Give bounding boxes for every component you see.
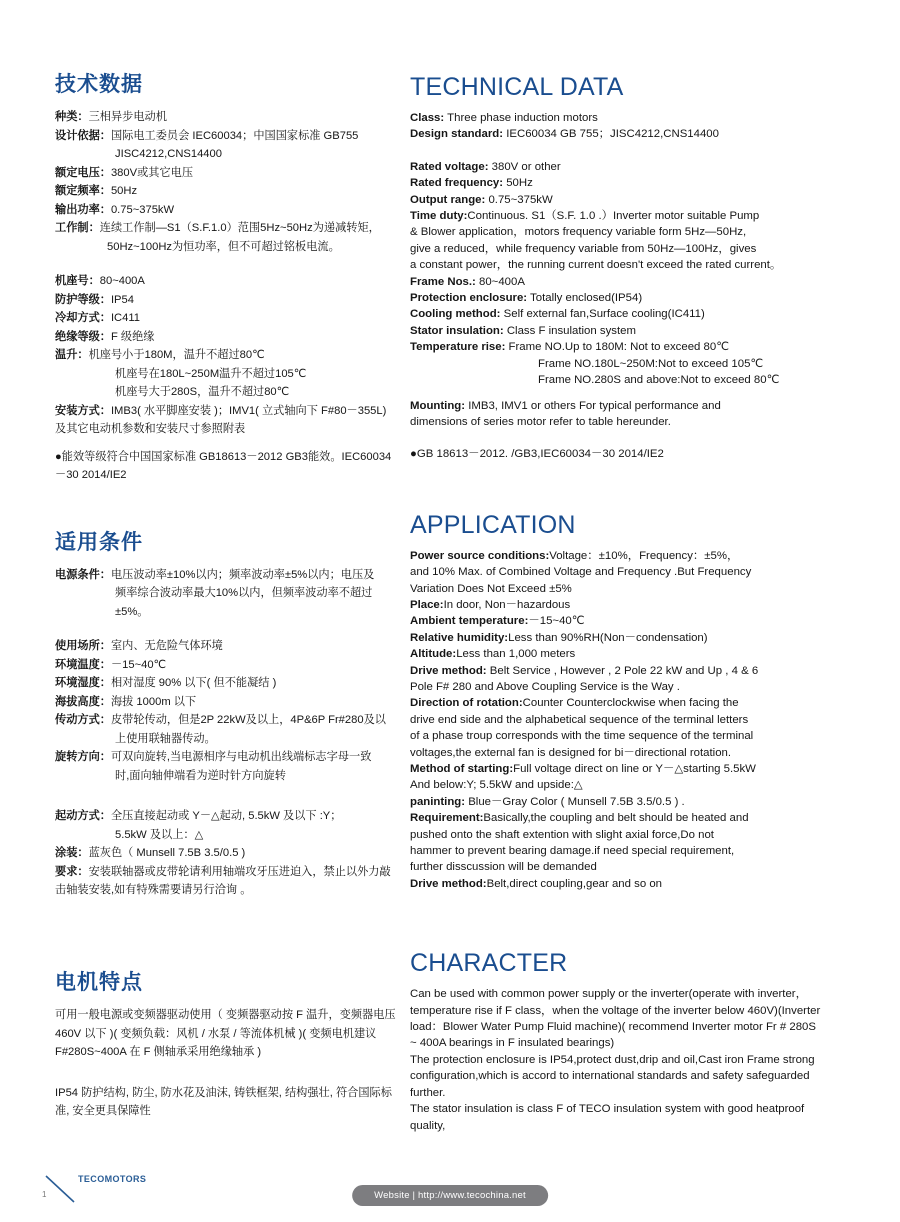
spec-value: Basically,the coupling and belt should be heated and [483, 812, 749, 825]
spec-label: 输出功率： [55, 203, 111, 216]
spec-row [55, 402, 400, 421]
spacer [55, 785, 400, 807]
section-application-en [410, 510, 825, 893]
spec-row [55, 108, 400, 127]
spec-value: 国际电工委员会 IEC60034；中国国家标准 GB755 [110, 129, 359, 142]
spec-value: 0.75~375kW [485, 193, 553, 206]
spec-continuation: 时,面向轴伸端看为逆时针方向旋转 [115, 769, 286, 782]
english-column [410, 72, 865, 1134]
spec-label: Cooling method: [410, 308, 501, 321]
spec-value: Self external fan,Surface cooling(IC411) [500, 308, 705, 321]
spec-label: 环境湿度： [55, 677, 111, 690]
spec-continuation: Frame NO.280S and above:Not to exceed 80℃ [538, 374, 780, 387]
spec-value: IMB3( 水平脚座安装 )；IMV1( 立式轴向下 F#80－355L) [110, 404, 387, 417]
spec-value: 380V或其它电压 [110, 166, 194, 179]
spec-label: 起动方式： [55, 810, 111, 823]
spec-value: Less than 90%RH(Non－condensation) [508, 631, 708, 644]
page-footer [0, 1152, 900, 1222]
spec-note: Pole F# 280 and Above Coupling Service is the Way . [410, 680, 680, 693]
heading-application-cn: 适用条件 [55, 530, 143, 554]
spec-row [410, 110, 825, 126]
spec-note: give a reduced，while frequency variable from 50Hz—100Hz，gives [410, 242, 757, 255]
chinese-column [0, 72, 410, 1134]
character-paragraph: 可用一般电源或变频器驱动使用（ 变频器驱动按 F 温升，变频器电压 460V 以下 )( 变频负载：风机 / 水泵 / 等流体机械 )( 变频电机建议 F#280S~400A 在 F 侧轴承采用绝缘轴承 ) [55, 1009, 396, 1059]
spec-note: voltages,the external fan is designed for bi－directional rotation. [410, 746, 732, 759]
spec-row [55, 863, 400, 882]
spec-label: Ambient temperature: [410, 615, 529, 628]
spec-label: Output range: [410, 193, 486, 206]
spec-note: dimensions of series motor refer to table hereunder. [410, 415, 671, 428]
character-cn-body [55, 1006, 400, 1121]
spec-label: Rated frequency: [410, 177, 504, 190]
spec-value: 电压波动率±10%以内；频率波动率±5%以内；电压及 [110, 568, 375, 581]
spec-value: 50Hz [110, 185, 138, 198]
spec-value: 三相异步电动机 [88, 111, 167, 124]
spec-row [55, 346, 400, 365]
spacer [410, 143, 825, 159]
spec-value: 0.75~375kW [110, 203, 175, 216]
spec-label: paninting: [410, 795, 466, 808]
spec-label: Requirement: [410, 812, 484, 825]
technical-data-en-body [410, 110, 825, 463]
spec-label: 种类： [55, 111, 89, 124]
spec-note: a constant power，the running current doesn't exceed the rated current。 [410, 259, 782, 272]
spec-label: Altitude: [410, 648, 457, 661]
heading-character-cn: 电机特点 [55, 970, 143, 994]
spec-label: Protection enclosure: [410, 292, 528, 305]
spec-row [55, 748, 400, 767]
spec-bullet: ●能效等级符合中国国家标准 GB18613－2012 GB3能效。IEC60034 [55, 450, 392, 463]
spec-value: IC411 [110, 312, 140, 325]
spec-row [410, 597, 825, 613]
spec-row [55, 219, 400, 238]
spec-label: Direction of rotation: [410, 697, 523, 710]
spec-label: Power source conditions: [410, 549, 550, 562]
spec-row [410, 630, 825, 646]
spec-note: & Blower application，motors frequency variable form 5Hz—50Hz, [410, 226, 747, 239]
spec-label: 要求： [55, 865, 89, 878]
character-paragraph: The protection enclosure is IP54,protect dust,drip and oil,Cast iron Frame strong configuration,which is accord to international standards and safety safeguarded further. [410, 1053, 815, 1099]
spec-value: Continuous. S1（S.F. 1.0 .）Inverter motor suitable Pump [467, 210, 760, 223]
spec-row [55, 127, 400, 146]
spec-value: 50Hz [503, 177, 533, 190]
spec-row [55, 637, 400, 656]
spec-row [55, 693, 400, 712]
spec-note: And below:Y; 5.5kW and upside:△ [410, 779, 583, 792]
application-cn-body [55, 566, 400, 900]
spec-value: Full voltage direct on line or Y－△starting 5.5kW [513, 763, 756, 775]
spec-row [55, 328, 400, 347]
spec-value: Three phase induction motors [444, 112, 598, 124]
spec-label: 额定频率： [55, 185, 111, 198]
spacer [55, 256, 400, 272]
spec-note: and 10% Max. of Combined Voltage and Frequency .But Frequency [410, 566, 752, 579]
technical-data-cn-body [55, 108, 400, 485]
spec-label: Relative humidity: [410, 631, 509, 644]
spec-row [55, 164, 400, 183]
spec-row [55, 674, 400, 693]
spec-label: 绝缘等级： [55, 330, 111, 343]
spec-value: IP54 [110, 293, 134, 306]
spec-label: Place: [410, 598, 444, 611]
spec-label: 传动方式： [55, 714, 111, 727]
spec-label: 安装方式： [55, 404, 111, 417]
spec-label: Drive method: [410, 664, 487, 677]
spec-note: Variation Does Not Exceed ±5% [410, 582, 572, 595]
spec-value: 80~400A [475, 275, 525, 288]
spec-row [410, 794, 825, 810]
spec-row [410, 548, 825, 564]
spec-value: 室内、无危险气体环境 [110, 640, 223, 653]
spec-label: Temperature rise: [410, 341, 506, 354]
heading-application-en: APPLICATION [410, 510, 576, 539]
spec-continuation: 机座号大于280S，温升不超过80℃ [115, 386, 290, 399]
spec-label: 防护等级： [55, 293, 111, 306]
spec-value: 全压直接起动或 Y－△起动, 5.5kW 及以下 :Y； [110, 810, 342, 823]
character-en-body [410, 986, 825, 1134]
spec-row [410, 126, 825, 142]
spec-continuation: Frame NO.180L~250M:Not to exceed 105℃ [538, 357, 764, 370]
spec-label: 旋转方向： [55, 751, 111, 764]
spec-row [55, 309, 400, 328]
logo-text: TECOMOTORS [78, 1174, 147, 1184]
spec-label: 冷却方式： [55, 312, 111, 325]
section-technical-data-en [410, 72, 825, 463]
spec-label: 涂装： [55, 847, 89, 860]
spec-value: 机座号小于180M，温升不超过80℃ [88, 349, 265, 362]
spec-value: Frame NO.Up to 180M: Not to exceed 80℃ [505, 341, 730, 354]
section-technical-data-cn [55, 72, 400, 485]
spec-row [410, 613, 825, 629]
spec-note: further disscussion will be demanded [410, 861, 597, 874]
spec-value: IEC60034 GB 755；JISC4212,CNS14400 [503, 128, 719, 141]
spec-value: Voltage：±10%，Frequency：±5%， [549, 549, 739, 562]
section-character-en [410, 948, 825, 1134]
spec-row [55, 272, 400, 291]
spec-label: 额定电压： [55, 166, 111, 179]
spec-value: IMB3, IMV1 or others For typical performance and [465, 399, 721, 412]
spec-row [55, 807, 400, 826]
spec-label: 使用场所： [55, 640, 111, 653]
two-column-layout [0, 72, 900, 1134]
spec-value: 蓝灰色（ Munsell 7.5B 3.5/0.5 ) [88, 847, 246, 860]
spec-value: Blue－Gray Color ( Munsell 7.5B 3.5/0.5 ) . [465, 795, 685, 808]
spec-label: Frame Nos.: [410, 275, 476, 288]
spec-label: Stator insulation: [410, 324, 504, 337]
spacer [55, 439, 400, 448]
character-paragraph: IP54 防护结构, 防尘, 防水花及油沫, 铸铁框架, 结构强壮, 符合国际标准, 安全更具保障性 [55, 1086, 392, 1118]
website-badge[interactable]: Website | http://www.tecochina.net [352, 1185, 548, 1206]
character-paragraph: The stator insulation is class F of TECO insulation system with good heatproof quality, [410, 1103, 805, 1132]
spec-label: 电源条件： [55, 568, 111, 581]
spec-value: 皮带轮传动，但是2P 22kW及以上，4P&6P Fr#280及以 [110, 714, 386, 727]
spec-row [410, 208, 825, 224]
spec-note: 击轴装安装,如有特殊需要请另行洽询 。 [55, 884, 252, 897]
spec-label: Time duty: [410, 210, 468, 223]
spec-value: 相对湿度 90% 以下( 但不能凝结 ) [110, 677, 277, 690]
spec-row [410, 159, 825, 175]
spec-value: －15~40℃ [528, 615, 585, 628]
spec-row [410, 306, 825, 322]
spec-bullet-continuation: －30 2014/IE2 [55, 469, 127, 482]
spec-note: 及其它电动机参数和安装尺寸参照附表 [55, 423, 246, 436]
tecomotors-logo [40, 1170, 170, 1210]
logo-slash-icon [44, 1174, 78, 1204]
spec-note: of a phase troup corresponds with the time sequence of the terminal [410, 730, 754, 743]
spec-value: －15~40℃ [110, 658, 167, 671]
spec-value: Belt Service , However , 2 Pole 22 kW and Up , 4 & 6 [486, 664, 759, 677]
spec-continuation: 5.5kW 及以上：△ [115, 828, 204, 841]
spec-row [410, 810, 825, 826]
spec-row [410, 761, 825, 777]
spec-value: Class F insulation system [503, 324, 636, 337]
spec-value: F 级绝缘 [110, 330, 155, 343]
spec-row [55, 201, 400, 220]
spec-label: 海拔高度： [55, 695, 111, 708]
spec-label: Rated voltage: [410, 160, 489, 173]
spec-row [410, 175, 825, 191]
spacer [55, 621, 400, 637]
spec-label: 环境温度： [55, 658, 111, 671]
spec-row [55, 656, 400, 675]
application-en-body [410, 548, 825, 893]
character-paragraph: Can be used with common power supply or the inverter(operate with inverter，temperature rise if F class，when the voltage of the inverter below 460V)(Inverter load：Blower Water Pump Fluid machine)( recommend Inverter motor Fr # 280S ~ 400A bearings in F insulated bearings) [410, 988, 821, 1050]
section-application-cn [55, 530, 400, 900]
heading-technical-data-en: TECHNICAL DATA [410, 73, 624, 101]
spec-row [55, 844, 400, 863]
spec-row [410, 339, 825, 355]
spec-value: 安装联轴器或皮带轮请利用轴端攻牙压进迫入，禁止以外力敲 [88, 865, 391, 878]
spec-row [55, 711, 400, 730]
spec-note: hammer to prevent bearing damage.if need special requirement, [410, 845, 735, 858]
spec-label: 工作制： [55, 222, 100, 235]
spec-row [410, 290, 825, 306]
spec-row [410, 192, 825, 208]
spec-continuation: JISC4212,CNS14400 [115, 148, 222, 161]
heading-technical-data-cn: 技术数据 [55, 73, 143, 96]
spec-continuation: 频率综合波动率最大10%以内，但频率波动率不超过±5%。 [115, 587, 373, 618]
spec-value: In door, Non－hazardous [443, 598, 571, 611]
spec-value: Counter Counterclockwise when facing the [522, 697, 739, 710]
spec-row [410, 876, 825, 892]
spec-value: 80~400A [99, 275, 145, 288]
spec-continuation: 50Hz~100Hz为恒功率，但不可超过铭板电流。 [107, 240, 340, 253]
spec-value: 连续工作制—S1（S.F.1.0）范围5Hz~50Hz为递减转矩， [99, 222, 380, 235]
spec-note: pushed onto the shaft extention with slight axial force,Do not [410, 828, 714, 841]
spec-label: 温升： [55, 349, 89, 362]
spec-row [55, 566, 400, 585]
spacer [410, 389, 825, 398]
spec-label: Design standard: [410, 128, 504, 141]
spec-row [410, 398, 825, 414]
section-character-cn [55, 970, 400, 1121]
spec-value: Totally enclosed(IP54) [527, 292, 643, 305]
spec-value: 海拔 1000m 以下 [110, 695, 197, 708]
heading-character-en: CHARACTER [410, 949, 568, 978]
spec-row [410, 663, 825, 679]
spec-bullet: ●GB 18613－2012. /GB3,IEC60034－30 2014/IE2 [410, 448, 664, 461]
spec-label: Drive method: [410, 877, 487, 890]
spec-row [410, 274, 825, 290]
spec-value: Belt,direct coupling,gear and so on [486, 877, 662, 890]
spec-row [410, 646, 825, 662]
spec-value: 380V or other [488, 160, 561, 173]
spacer [55, 1062, 400, 1084]
spec-value: Less than 1,000 meters [456, 648, 576, 661]
spec-value: 可双向旋转,当电源相序与电动机出线端标志字母一致 [110, 751, 372, 764]
spec-label: 机座号： [55, 275, 100, 288]
spec-note: drive end side and the alphabetical sequence of the terminal letters [410, 713, 749, 726]
spacer [410, 430, 825, 446]
spec-label: Method of starting: [410, 763, 514, 775]
spec-row [410, 323, 825, 339]
spec-label: Mounting: [410, 399, 466, 412]
spec-continuation: 上使用联轴器传动。 [115, 732, 216, 745]
spec-row [55, 291, 400, 310]
spec-continuation: 机座号在180L~250M温升不超过105℃ [115, 367, 307, 380]
page-number: 1 [42, 1190, 47, 1199]
spec-row [410, 695, 825, 711]
spec-label: 设计依据： [55, 129, 111, 142]
spec-label: Class: [410, 112, 445, 124]
spec-row [55, 182, 400, 201]
